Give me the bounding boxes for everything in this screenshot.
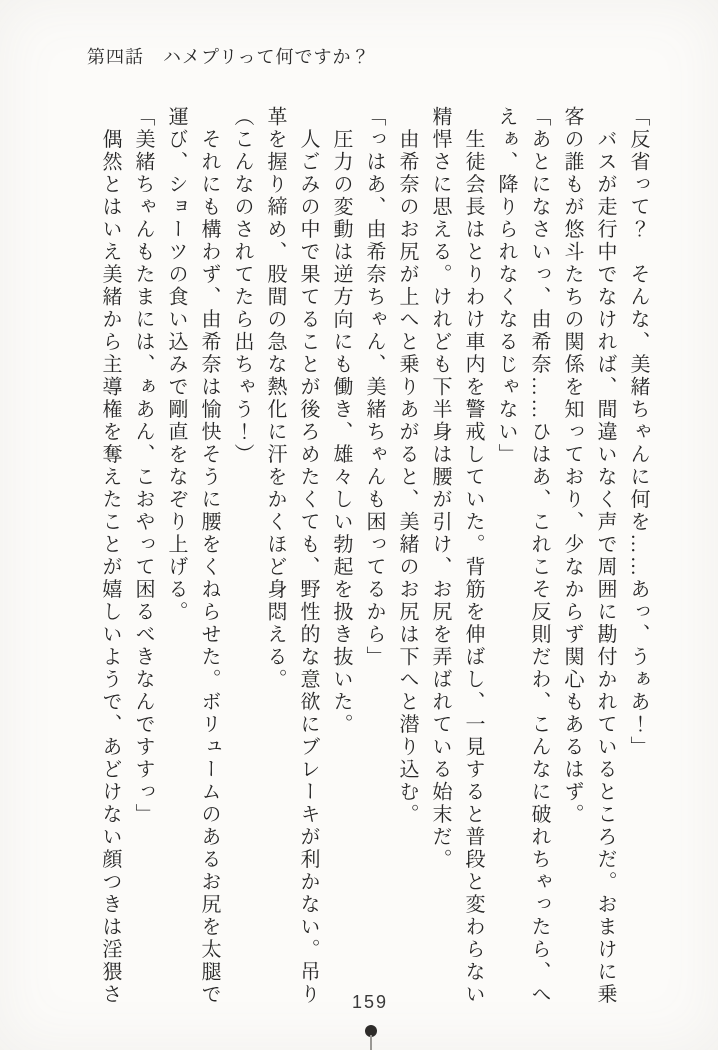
text-block — [93, 106, 654, 1012]
chapter-header: 第四話 ハメプリって何ですか？ — [87, 47, 371, 67]
paragraph: 「あとになさいっ、由希奈……ひはあ、これこそ反則だわ、こんなに破れちゃったら、へえぁ、降りられなくなるじゃない」 — [495, 106, 550, 1006]
paragraph: 生徒会長はとりわけ車内を警戒していた。背筋を伸ばし、一見すると普段と変わらない精悍さに思える。けれども下半身は腰が引け、お尻を弄ばれている始末だ。 — [429, 106, 484, 1006]
paragraph: 「っはあ、由希奈ちゃん、美緒ちゃんも困ってるから」 — [363, 106, 385, 669]
paragraph: 「美緒ちゃんもたまには、ぁあん、こおやって困るべきなんですすっ」 — [132, 106, 154, 826]
paragraph: 圧力の変動は逆方向にも働き、雄々しい勃起を扱き抜いた。 — [330, 106, 352, 736]
paragraph: 「反省って？ そんな、美緒ちゃんに何を……あっ、うぁあ！」 — [627, 106, 649, 759]
pin-stem-line — [370, 1035, 372, 1050]
paragraph: バスが走行中でなければ、間違いなく声で周囲に勘付かれているところだ。おまけに乗客の誰もが悠斗たちの関係を知っており、少なからず関心もあるはず。 — [561, 106, 616, 1006]
paragraph: 偶然とはいえ美緒から主導権を奪えたことが嬉しいようで、あどけない顔つきは淫猥さ — [99, 106, 121, 1006]
page-number: 159 — [351, 992, 389, 1012]
paragraph: 人ごみの中で果てることが後ろめたくても、野性的な意欲にブレーキが利かない。吊り革を握り締め、股間の急な熱化に汗をかくほど身悶える。 — [264, 106, 319, 1006]
paragraph: 由希奈のお尻が上へと乗りあがると、美緒のお尻は下へと潜り込む。 — [396, 106, 418, 826]
bookmark-pin-icon — [360, 1025, 384, 1050]
paragraph: （こんなのされてたら出ちゃう！） — [231, 106, 253, 466]
paragraph: それにも構わず、由希奈は愉快そうに腰をくねらせた。ボリュームのあるお尻を太腿で運び、ショーツの食い込みで剛直をなぞり上げる。 — [165, 106, 220, 1006]
